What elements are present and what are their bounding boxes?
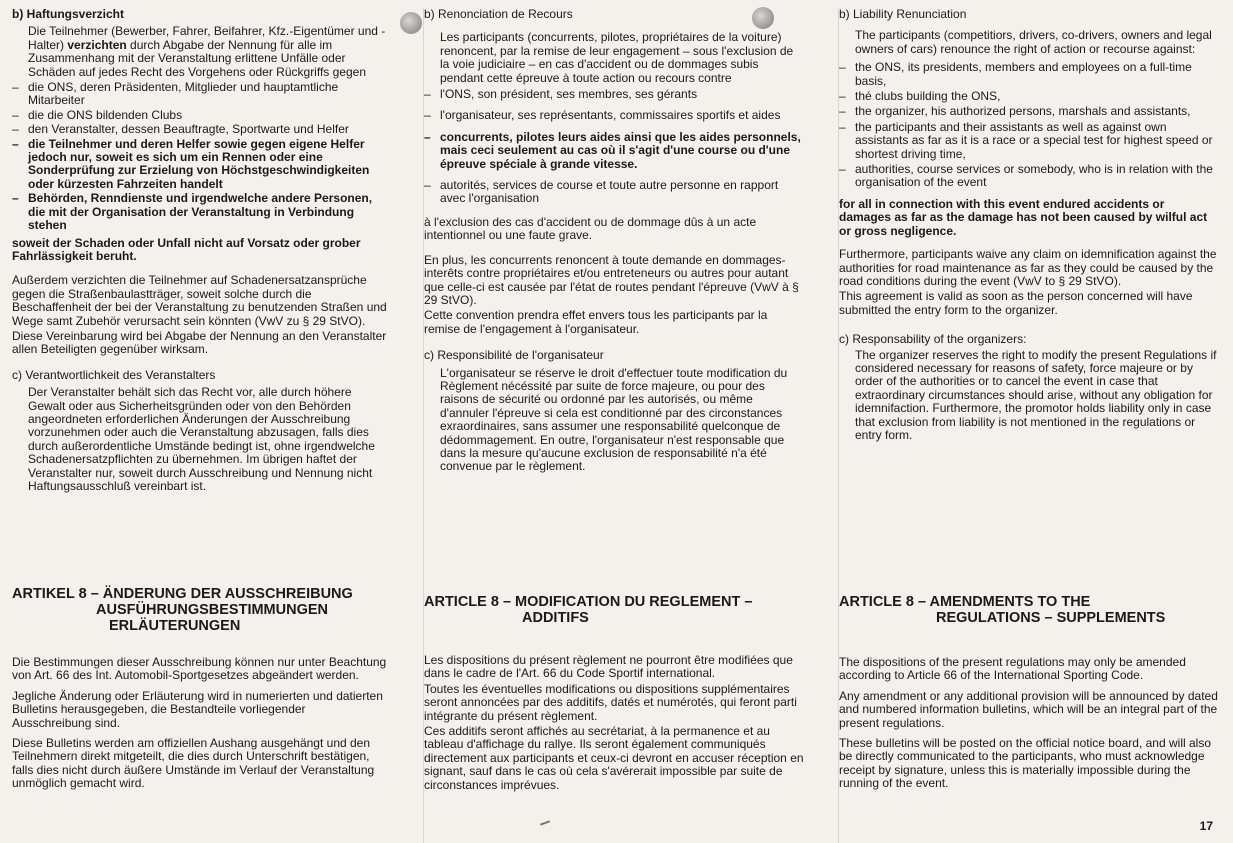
section-c-body: L'organisateur se réserve le droit d'effectuer toute modification du Règlement nécéssité par suite de force majeure, ou pour des raisons de sécurité ou ordonné par les autorisés, ou même d'annuler l'épreuve si cela est conditionné par des circonstances exraordinaires, sans assumer une responsabilité quelconque de dédommagement. En outre, l'organisateur n'est responsable que dans la mesure qu'aucune exclusion de responsabilité n'a été convenue par le règlement.: [440, 365, 788, 474]
waiver-list: [424, 88, 804, 206]
article-8-paragraph: Les dispositions du présent règlement ne pourront être modifiées que dans le cadre de l'Art. 66 du Code Sportif international.: [424, 653, 793, 681]
article-8-german: [12, 586, 387, 798]
section-c-heading: c) Responsability of the organizers:: [839, 332, 1027, 347]
list-item: – Behörden, Renndienste und irgendwelche andere Personen, die mit der Organisation der Veranstaltung in Verbindung stehen: [12, 192, 387, 232]
article-8-paragraph: These bulletins will be posted on the official notice board, and will also be directly communicated to the participants, who must acknowledge receipt by signature, unless this is materially impossible during the running of the event.: [839, 736, 1211, 791]
section-b-heading: b) Haftungsverzicht: [12, 7, 125, 21]
article-8-french: [424, 594, 804, 799]
section-b-intro: Die Teilnehmer (Bewerber, Fahrer, Beifahrer, Kfz.-Eigentümer und -Halter) verzichten durch Abgabe der Nennung für alle im Zusammenhang mit der Veranstaltung erlittene Unfälle oder Schäden auf jedes Recht des Vorgehens oder Rückgriffs gegen: [28, 24, 386, 79]
section-b-c-english: [839, 8, 1219, 513]
article-8-paragraph: Any amendment or any additional provision will be announced by dated and numbered information bulletins, which will be an integral part of the present regulations.: [839, 688, 1218, 730]
list-item: – the ONS, its presidents, members and employees on a full-time basis,: [839, 61, 1219, 88]
list-item: – l'ONS, son président, ses membres, ses gérants: [424, 88, 804, 101]
german-column: [12, 8, 387, 843]
section-b-paragraph: En plus, les concurrents renoncent à toute demande en dommages-interêts contre propriétaires et/ou entreteneurs ou autres pour autant que celle-ci est causée par l'état de routes pendant l'épreuve (VwV à § 29 StVO).: [424, 252, 799, 307]
article-8-paragraph: Diese Bulletins werden am offiziellen Aushang ausgehängt und den Teilnehmern direkt mitgeteilt, die dies durch Unterschrift bestätigen, falls dies nicht durch äußere Umstände im Verlauf der Veranstaltung unmöglich gemacht wird.: [12, 736, 375, 791]
list-item: – the organizer, his authorized persons, marshals and assistants,: [839, 105, 1219, 118]
article-8-paragraph: Toutes les éventuelles modifications ou dispositions supplémentaires seront annoncées par des additifs, datés et numérotés, qui feront parti intégrante du présent règlement.: [424, 681, 797, 723]
article-8-paragraph: Ces additifs seront affichés au secrétariat, à la permanence et au tableau d'affichage du rallye. Ils seront également communiqués directement aux participants et ceux-ci devront en accuser réception en signant, sauf dans le cas où cela s'avérerait impossible par suite de circonstances imprévues.: [424, 724, 804, 792]
section-b-intro: The participants (competitiors, drivers, co-drivers, owners and legal owners of cars) renounce the right of action or recourse against:: [855, 28, 1212, 56]
article-8-title: ARTICLE 8 – AMENDMENTS TO THE REGULATIONS – SUPPLEMENTS: [839, 594, 1166, 626]
french-column: [423, 8, 804, 843]
section-b-c-german: [12, 8, 387, 513]
list-item: – l'organisateur, ses représentants, commissaires sportifs et aides: [424, 109, 804, 122]
section-c-heading: c) Responsibilité de l'organisateur: [424, 348, 604, 363]
english-column: [838, 8, 1219, 843]
section-c-heading: c) Verantwortlichkeit des Veranstalters: [12, 367, 216, 382]
section-b-paragraph: This agreement is valid as soon as the person concerned will have submitted the entry form to the organizer.: [839, 289, 1193, 317]
section-b-heading: b) Liability Renunciation: [839, 7, 967, 21]
list-item: – thé clubs building the ONS,: [839, 90, 1219, 103]
article-8-paragraph: Die Bestimmungen dieser Ausschreibung können nur unter Beachtung von Art. 66 des Int. Automobil-Sportgesetzes abgeändert werden.: [12, 655, 387, 683]
section-b-closing: for all in connection with this event endured accidents or damages as far as the damage has not been caused by wilful act or gross negligence.: [839, 196, 1208, 238]
list-item: – die Teilnehmer und deren Helfer sowie gegen eigene Helfer jedoch nur, soweit es sich um ein Rennen oder eine Sonderprüfung zur Erzielung von Höchstgeschwindigkeiten oder kürzesten Fahrzeiten handelt: [12, 138, 387, 192]
list-item: – authorities, course services or somebody, who is in relation with the organisation of the event: [839, 163, 1219, 190]
section-c-body: The organizer reserves the right to modify the present Regulations if considered necessary for reasons of safety, force majeure or by order of the authorities or to cancel the event in case that extraordinary circumstances should arise, without any obligation for idemnifaction. Furthermore, the promotor holds liability only in case that exclusion from liability is not mentioned in the regulations or entry form.: [855, 347, 1217, 442]
list-item: – autorités, services de course et toute autre personne en rapport avec l'organisation: [424, 179, 804, 206]
section-b-intro: Les participants (concurrents, pilotes, propriétaires de la voiture) renoncent, par la remise de leur engagement – sous l'exclusion de la voie judiciaire – en cas d'accident ou de dommages subis pendant cette épreuve à toute action ou recours contre: [440, 30, 794, 85]
section-b-heading: b) Renonciation de Recours: [424, 7, 573, 21]
waiver-list: [12, 81, 387, 232]
section-b-closing: soweit der Schaden oder Unfall nicht auf Vorsatz oder grober Fahrlässigkeit beruht.: [12, 235, 361, 263]
section-b-paragraph: Diese Vereinbarung wird bei Abgabe der Nennung an den Veranstalter allen Beteiligten gegenüber wirksam.: [12, 328, 387, 357]
section-c-body: Der Veranstalter behält sich das Recht vor, alle durch höhere Gewalt oder aus Sicherheitsgründen oder von den Behörden angeordneten erforderlichen Änderungen der Ausschreibung vorzunehmen oder auch die Veranstaltung abzusagen, falls dies durch außerordentliche Umstände bedingt ist, ohne irgendwelche Schadenersatzpflichten zu übernehmen. Im übrigen haftet der Veranstalter nur, soweit durch Ausschreibung und Nennung nicht Haftungsausschluß vereinbart ist.: [28, 385, 375, 493]
section-b-closing: à l'exclusion des cas d'accident ou de dommage dûs à un acte intentionnel ou une faute grave.: [424, 214, 757, 243]
article-8-title: ARTICLE 8 – MODIFICATION DU REGLEMENT – ADDITIFS: [424, 594, 753, 626]
page-number: 17: [1199, 819, 1213, 833]
list-item: – concurrents, pilotes leurs aides ainsi que les aides personnels, mais ceci seulement au cas où il s'agit d'une course ou d'une épreuve spéciale à grande vitesse.: [424, 131, 804, 171]
section-b-paragraph: Cette convention prendra effet envers tous les participants par la remise de l'engagement à l'organisateur.: [424, 308, 768, 336]
list-item: – die die ONS bildenden Clubs: [12, 109, 387, 122]
section-b-c-french: [424, 8, 804, 513]
punch-hole: [400, 12, 422, 34]
section-b-paragraph: Außerdem verzichten die Teilnehmer auf Schadenersatzansprüche gegen die Straßenbaulastträger, soweit solche durch die Beschaffenheit der bei der Veranstaltung zu benutzenden Straßen und Wege samt Zubehör verursacht sein könnten (VwV zu § 29 StVO).: [12, 273, 387, 328]
list-item: – die ONS, deren Präsidenten, Mitglieder und hauptamtliche Mitarbeiter: [12, 81, 387, 108]
article-8-title: ARTIKEL 8 – ÄNDERUNG DER AUSSCHREIBUNG AUSFÜHRUNGSBESTIMMUNGEN ERLÄUTERUNGEN: [12, 586, 353, 634]
list-item: – den Veranstalter, dessen Beauftragte, Sportwarte und Helfer: [12, 123, 387, 136]
waiver-list: [839, 61, 1219, 190]
list-item: – the participants and their assistants as well as against own assistants as far as it is a race or a special test for highest speed or shortest driving time,: [839, 121, 1219, 161]
article-8-paragraph: The dispositions of the present regulations may only be amended according to Article 66 of the International Sporting Code.: [839, 655, 1186, 683]
article-8-english: [839, 594, 1219, 798]
article-8-paragraph: Jegliche Änderung oder Erläuterung wird in numerierten und datierten Bulletins herausgegeben, die Bestandteile vorliegender Ausschreibung sind.: [12, 688, 383, 730]
section-b-paragraph: Furthermore, participants waive any claim on idemnification against the authorities for road maintenance as far as they could be caused by the road conditions during the event (VwV to § 29 StVO).: [839, 247, 1217, 288]
